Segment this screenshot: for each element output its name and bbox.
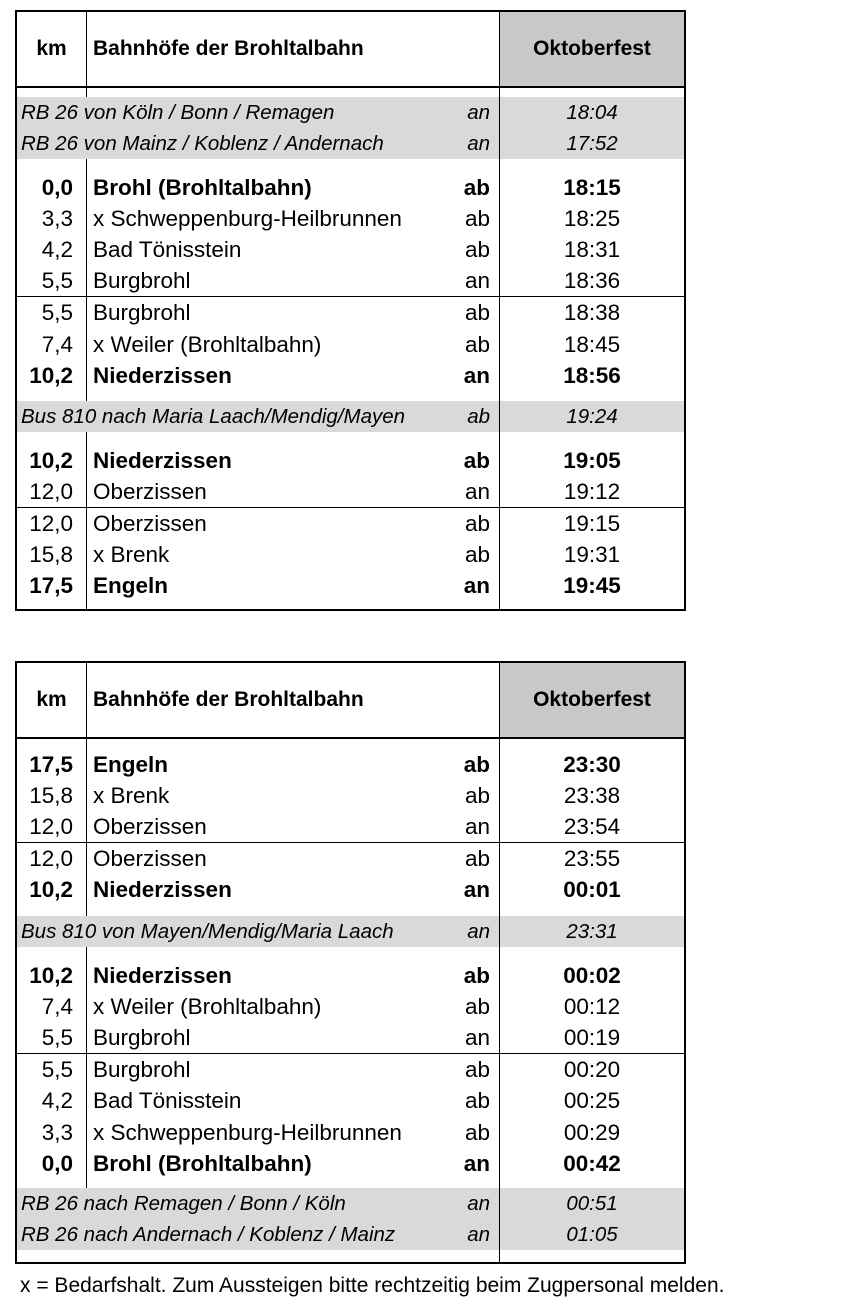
table-row [17,265,684,296]
km-value: 17,5 [29,573,73,598]
table-row [17,1022,684,1053]
time-value: 00:29 [563,1120,621,1145]
arr-dep-marker: ab [464,1120,490,1145]
arr-dep-marker: ab [464,237,490,262]
km-value: 4,2 [41,237,73,262]
arr-dep-marker: ab [464,846,490,871]
arr-dep-marker: an [464,1025,490,1050]
time-value: 19:45 [563,573,621,598]
station-name: Burgbrohl [93,268,191,293]
arr-dep-marker: an [464,814,490,839]
connection-row [17,1219,684,1250]
km-value: 7,4 [41,994,73,1019]
km-value: 10,2 [29,963,73,988]
time-value: 23:30 [563,752,621,777]
table-row [17,445,684,476]
connection-label: RB 26 von Mainz / Koblenz / Andernach [21,132,384,155]
km-value: 5,5 [41,300,73,325]
arr-dep-marker: an [463,877,490,902]
station-name: Oberzissen [93,479,207,504]
table-row [17,874,684,905]
connection-time: 00:51 [566,1192,618,1215]
connection-time: 01:05 [566,1223,618,1246]
arr-dep-marker: ab [463,175,490,200]
km-value: 7,4 [41,332,73,357]
time-value: 00:19 [563,1025,621,1050]
connection-row [17,916,684,947]
time-value: 00:20 [563,1057,621,1082]
header-km: km [36,37,67,60]
arr-dep-marker: ab [464,542,490,567]
time-value: 19:15 [563,511,621,536]
km-value: 3,3 [41,206,73,231]
arr-dep-marker: an [463,1151,490,1176]
arr-dep-marker: ab [464,1057,490,1082]
arr-dep-marker: ab [464,1088,490,1113]
table-row [17,539,684,570]
time-value: 18:31 [563,237,621,262]
column-divider [86,663,87,916]
column-divider [499,12,500,609]
arr-dep-marker: ab [463,752,490,777]
connection-time: 17:52 [566,132,618,155]
arr-dep-marker: an [467,101,490,124]
km-value: 10,2 [29,448,73,473]
column-divider [86,947,87,1188]
arr-dep-marker: ab [463,448,490,473]
arr-dep-marker: ab [467,405,490,428]
station-name: Bad Tönisstein [93,237,242,262]
time-value: 19:31 [563,542,621,567]
table-row [17,172,684,203]
table-row [17,843,684,874]
km-value: 5,5 [41,1057,73,1082]
time-value: 18:45 [563,332,621,357]
table-row [17,780,684,811]
km-value: 5,5 [41,1025,73,1050]
timetable-return [15,661,686,1264]
station-name: Oberzissen [93,846,207,871]
connection-time: 18:04 [566,101,618,124]
table-row [17,1054,684,1085]
time-value: 18:38 [563,300,621,325]
column-divider [499,663,500,1262]
station-name: x Schweppenburg-Heilbrunnen [93,1120,402,1145]
table-row [17,749,684,780]
table-row [17,811,684,842]
table-row [17,203,684,234]
connection-block [17,97,684,159]
arr-dep-marker: ab [464,783,490,808]
connection-time: 23:31 [566,920,618,943]
column-divider [86,12,87,97]
table-row [17,570,684,601]
station-name: Engeln [93,752,169,777]
time-value: 23:54 [563,814,621,839]
arr-dep-marker: ab [464,332,490,357]
station-name: x Brenk [93,783,170,808]
station-name: Oberzissen [93,814,207,839]
table-row [17,360,684,391]
station-name: Burgbrohl [93,1057,191,1082]
table-header [17,12,684,88]
connection-row [17,401,684,432]
time-value: 00:12 [563,994,621,1019]
station-name: x Schweppenburg-Heilbrunnen [93,206,402,231]
time-value: 00:02 [563,963,621,988]
station-name: Niederzissen [93,963,232,988]
arr-dep-marker: an [467,920,490,943]
time-value: 18:15 [563,175,621,200]
table-row [17,960,684,991]
station-name: Brohl (Brohltalbahn) [93,1151,312,1176]
table-header [17,663,684,739]
table-row [17,1085,684,1116]
station-name: Niederzissen [93,877,232,902]
km-value: 15,8 [29,783,73,808]
km-value: 15,8 [29,542,73,567]
header-km: km [36,688,67,711]
table-row [17,1148,684,1179]
time-value: 18:25 [563,206,621,231]
connection-label: Bus 810 nach Maria Laach/Mendig/Mayen [21,405,406,428]
station-name: Niederzissen [93,363,232,388]
station-name: Niederzissen [93,448,232,473]
arr-dep-marker: an [464,268,490,293]
station-name: Burgbrohl [93,300,191,325]
km-value: 0,0 [41,1151,73,1176]
arr-dep-marker: ab [463,963,490,988]
table-row [17,476,684,507]
km-value: 10,2 [29,363,73,388]
column-divider [86,432,87,609]
header-station: Bahnhöfe der Brohltalbahn [93,688,364,711]
km-value: 3,3 [41,1120,73,1145]
header-service: Oktoberfest [533,37,651,60]
connection-block [17,916,684,947]
table-row [17,234,684,265]
connection-time: 19:24 [566,405,618,428]
time-value: 00:25 [563,1088,621,1113]
station-name: Bad Tönisstein [93,1088,242,1113]
station-name: x Weiler (Brohltalbahn) [93,332,322,357]
time-value: 23:38 [563,783,621,808]
km-value: 12,0 [29,814,73,839]
time-value: 23:55 [563,846,621,871]
connection-label: RB 26 nach Remagen / Bonn / Köln [21,1192,346,1215]
table-row [17,991,684,1022]
arr-dep-marker: an [464,479,490,504]
station-name: x Weiler (Brohltalbahn) [93,994,322,1019]
table-row [17,297,684,328]
km-value: 4,2 [41,1088,73,1113]
arr-dep-marker: an [467,1192,490,1215]
connection-row [17,1188,684,1219]
arr-dep-marker: ab [464,511,490,536]
km-value: 12,0 [29,511,73,536]
connection-label: RB 26 von Köln / Bonn / Remagen [21,101,335,124]
header-service: Oktoberfest [533,688,651,711]
station-name: Burgbrohl [93,1025,191,1050]
column-divider [86,159,87,401]
arr-dep-marker: an [467,132,490,155]
table-row [17,1117,684,1148]
station-name: Engeln [93,573,169,598]
timetable-outbound [15,10,686,611]
km-value: 10,2 [29,877,73,902]
connection-row [17,97,684,128]
arr-dep-marker: ab [464,300,490,325]
footnote: x = Bedarfshalt. Zum Aussteigen bitte rechtzeitig beim Zugpersonal melden. [20,1274,725,1297]
time-value: 00:42 [563,1151,621,1176]
km-value: 0,0 [41,175,73,200]
station-name: Oberzissen [93,511,207,536]
arr-dep-marker: ab [464,206,490,231]
connection-block [17,1188,684,1250]
table-row [17,329,684,360]
time-value: 19:05 [563,448,621,473]
arr-dep-marker: ab [464,994,490,1019]
arr-dep-marker: an [463,363,490,388]
connection-row [17,128,684,159]
connection-block [17,401,684,432]
connection-label: Bus 810 von Mayen/Mendig/Maria Laach [21,920,394,943]
km-value: 12,0 [29,479,73,504]
arr-dep-marker: an [463,573,490,598]
header-station: Bahnhöfe der Brohltalbahn [93,37,364,60]
connection-label: RB 26 nach Andernach / Koblenz / Mainz [21,1223,396,1246]
time-value: 18:36 [563,268,621,293]
km-value: 5,5 [41,268,73,293]
time-value: 19:12 [563,479,621,504]
arr-dep-marker: an [467,1223,490,1246]
time-value: 00:01 [563,877,621,902]
km-value: 17,5 [29,752,73,777]
station-name: Brohl (Brohltalbahn) [93,175,312,200]
km-value: 12,0 [29,846,73,871]
table-row [17,508,684,539]
time-value: 18:56 [563,363,621,388]
station-name: x Brenk [93,542,170,567]
